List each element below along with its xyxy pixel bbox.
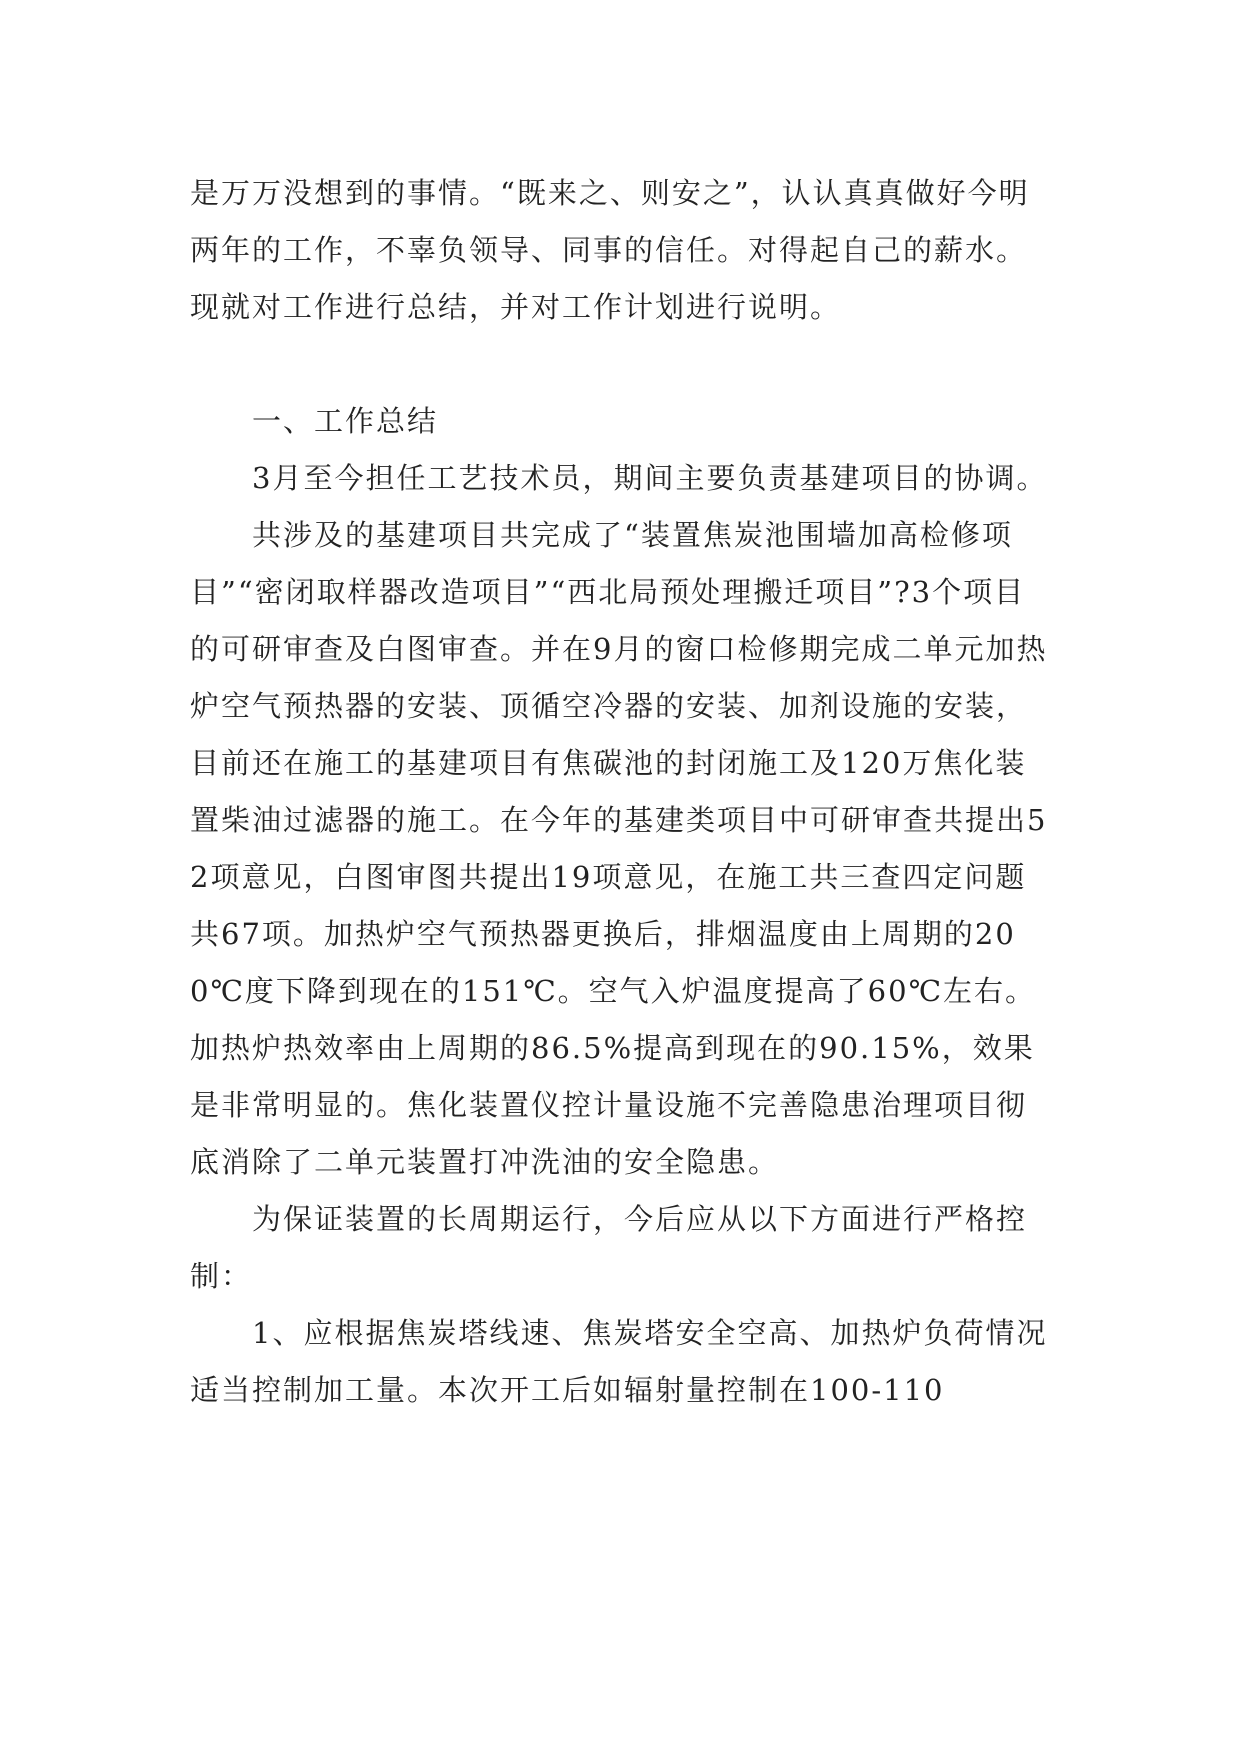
paragraph-item-1: 1、应根据焦炭塔线速、焦炭塔安全空高、加热炉负荷情况适当控制加工量。本次开工后如辐射量控制在100-110 xyxy=(190,1316,1048,1407)
paragraph-control-intro: 为保证装置的长周期运行，今后应从以下方面进行严格控制： xyxy=(190,1202,1028,1293)
section-heading-work-summary: 一、工作总结 xyxy=(252,404,439,438)
paragraph-role: 3月至今担任工艺技术员，期间主要负责基建项目的协调。 xyxy=(252,461,1048,495)
paragraph-intro-continuation: 是万万没想到的事情。“既来之、则安之”，认认真真做好今明两年的工作，不辜负领导、同事的信任。对得起自己的薪水。现就对工作进行总结，并对工作计划进行说明。 xyxy=(190,176,1030,324)
paragraph-projects: 共涉及的基建项目共完成了“装置焦炭池围墙加高检修项目”“密闭取样器改造项目”“西北局预处理搬迁项目”?3个项目的可研审查及白图审查。并在9月的窗口检修期完成二单元加热炉空气预热器的安装、顶循空冷器的安装、加剂设施的安装，目前还在施工的基建项目有焦碳池的封闭施工及120万焦化装置柴油过滤器的施工。在今年的基建类项目中可研审查共提出52项意见，白图审图共提出19项意见，在施工共三查四定问题共67项。加热炉空气预热器更换后，排烟温度由上周期的200℃度下降到现在的151℃。空气入炉温度提高了60℃左右。加热炉热效率由上周期的86.5%提高到现在的90.15%，效果是非常明显的。焦化装置仪控计量设施不完善隐患治理项目彻底消除了二单元装置打冲洗油的安全隐患。 xyxy=(190,518,1048,1179)
document-body xyxy=(190,165,1050,1419)
